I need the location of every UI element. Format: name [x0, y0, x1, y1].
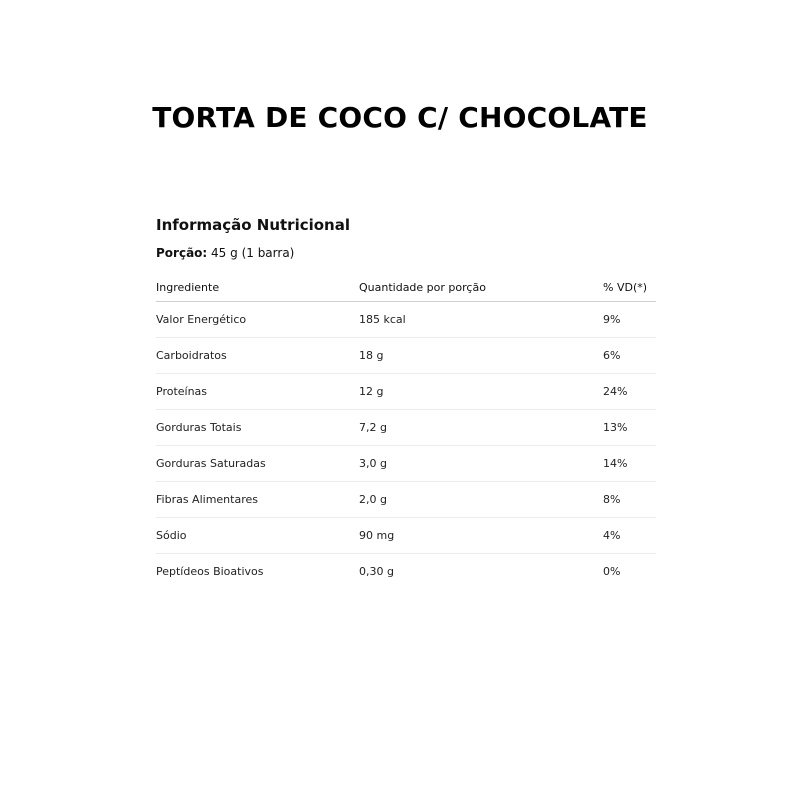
cell-dv: 14%	[603, 446, 656, 482]
cell-ingredient: Valor Energético	[156, 302, 359, 338]
table-row	[156, 338, 656, 374]
cell-ingredient: Gorduras Totais	[156, 410, 359, 446]
cell-quantity: 3,0 g	[359, 446, 603, 482]
table-row	[156, 446, 656, 482]
cell-dv: 0%	[603, 565, 621, 578]
nutrition-heading: Informação Nutricional	[156, 216, 351, 234]
cell-ingredient: Proteínas	[156, 374, 359, 410]
table-row	[156, 302, 656, 338]
cell-quantity: 90 mg	[359, 518, 603, 554]
cell-quantity: 18 g	[359, 338, 603, 374]
cell-dv: 6%	[603, 338, 656, 374]
cell-quantity: 0,30 g	[359, 565, 394, 578]
cell-quantity: 185 kcal	[359, 302, 603, 338]
portion-value: 45 g (1 barra)	[211, 246, 295, 260]
header-dv: % VD(*)	[603, 274, 656, 302]
portion-info	[156, 245, 656, 261]
table-row	[156, 482, 656, 518]
table-header-row	[156, 274, 656, 302]
table-row	[156, 374, 656, 410]
header-quantity: Quantidade por porção	[359, 274, 603, 302]
cell-ingredient: Gorduras Saturadas	[156, 446, 359, 482]
cell-quantity: 2,0 g	[359, 482, 603, 518]
nutrition-table	[156, 274, 656, 589]
cell-dv: 13%	[603, 410, 656, 446]
table-row	[156, 410, 656, 446]
table-row	[156, 518, 656, 554]
nutrition-panel	[156, 214, 656, 589]
portion-label: Porção:	[156, 246, 208, 260]
cell-dv: 8%	[603, 482, 656, 518]
cell-quantity: 7,2 g	[359, 410, 603, 446]
cell-ingredient: Peptídeos Bioativos	[156, 565, 264, 578]
cell-dv: 24%	[603, 374, 656, 410]
cell-ingredient: Fibras Alimentares	[156, 482, 359, 518]
cell-ingredient: Sódio	[156, 518, 359, 554]
page-title: TORTA DE COCO C/ CHOCOLATE	[152, 101, 648, 134]
cell-dv: 4%	[603, 518, 656, 554]
cell-ingredient: Carboidratos	[156, 338, 359, 374]
cell-dv: 9%	[603, 302, 656, 338]
cell-quantity: 12 g	[359, 374, 603, 410]
header-ingredient: Ingrediente	[156, 274, 359, 302]
table-row	[156, 554, 656, 590]
